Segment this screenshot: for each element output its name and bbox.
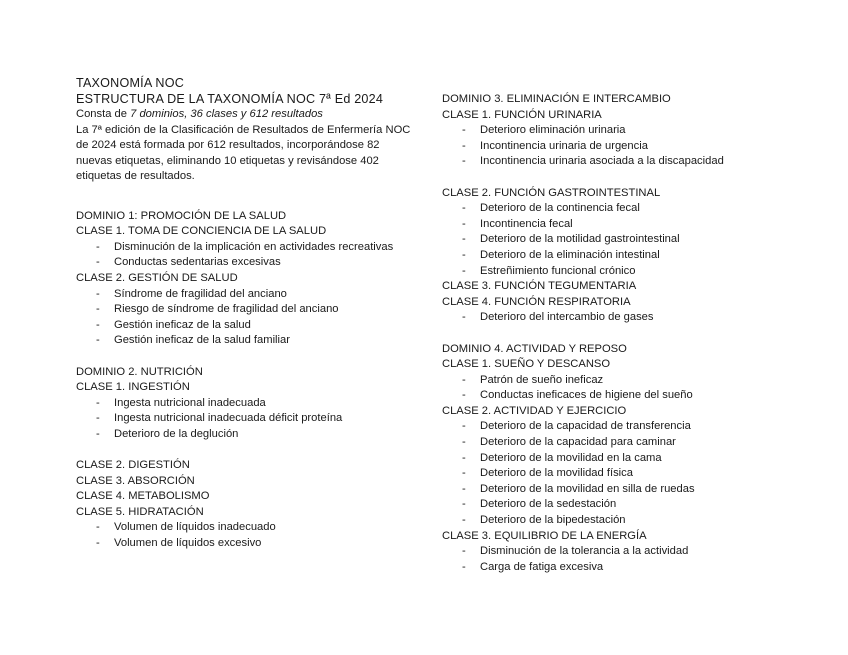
class-heading: CLASE 2. GESTIÓN DE SALUD	[76, 271, 238, 284]
result-label: Deterioro de la continencia fecal	[480, 202, 640, 215]
dash-bullet-icon: -	[96, 303, 100, 316]
dash-bullet-icon: -	[96, 427, 100, 440]
list-item	[442, 419, 782, 435]
list-item	[442, 560, 782, 576]
dash-bullet-icon: -	[96, 287, 100, 300]
class-heading: CLASE 3. FUNCIÓN TEGUMENTARIA	[442, 280, 637, 293]
domain-2-heading: DOMINIO 2. NUTRICIÓN	[76, 365, 203, 378]
spacer	[76, 349, 411, 365]
result-label: Deterioro de la movilidad en silla de ruedas	[480, 482, 695, 495]
dash-bullet-icon: -	[96, 240, 100, 253]
list-item	[76, 240, 404, 256]
domain-3-heading: DOMINIO 3. ELIMINACIÓN E INTERCAMBIO	[442, 93, 671, 105]
result-label: Deterioro de la deglución	[114, 427, 239, 440]
result-label: Deterioro de la eliminación intestinal	[480, 248, 660, 261]
class-heading: CLASE 3. ABSORCIÓN	[76, 474, 195, 487]
list-item	[76, 287, 404, 303]
result-list	[76, 520, 411, 551]
list-item	[442, 232, 782, 248]
dash-bullet-icon: -	[462, 233, 466, 246]
document-subtitle: ESTRUCTURA DE LA TAXONOMÍA NOC 7ª Ed 2024	[76, 92, 384, 106]
result-label: Deterioro de la sedestación	[480, 498, 617, 511]
result-label: Deterioro de la capacidad para caminar	[480, 436, 676, 449]
class-heading: CLASE 2. FUNCIÓN GASTROINTESTINAL	[442, 186, 661, 199]
result-label: Carga de fatiga excesiva	[480, 560, 604, 573]
class-heading: CLASE 3. EQUILIBRIO DE LA ENERGÍA	[442, 529, 647, 542]
list-item	[76, 520, 404, 536]
dash-bullet-icon: -	[96, 256, 100, 269]
dash-bullet-icon: -	[462, 248, 466, 261]
dash-bullet-icon: -	[96, 521, 100, 534]
result-label: Incontinencia urinaria asociada a la discapacidad	[480, 155, 724, 168]
dash-bullet-icon: -	[96, 537, 100, 550]
list-item	[442, 497, 782, 513]
result-list	[76, 396, 411, 443]
summary-prefix: Consta de	[76, 108, 131, 120]
dash-bullet-icon: -	[96, 412, 100, 425]
result-label: Patrón de sueño ineficaz	[480, 373, 604, 386]
domain-4-heading: DOMINIO 4. ACTIVIDAD Y REPOSO	[442, 342, 627, 355]
dash-bullet-icon: -	[96, 396, 100, 409]
result-list	[442, 419, 782, 528]
result-list	[76, 287, 411, 349]
dash-bullet-icon: -	[462, 482, 466, 495]
result-label: Gestión ineficaz de la salud familiar	[114, 334, 290, 347]
result-label: Deterioro de la motilidad gastrointestinal	[480, 233, 680, 246]
document-title: TAXONOMÍA NOC	[76, 76, 185, 90]
dash-bullet-icon: -	[462, 124, 466, 137]
dash-bullet-icon: -	[462, 467, 466, 480]
dash-bullet-icon: -	[462, 373, 466, 386]
dash-bullet-icon: -	[462, 451, 466, 464]
result-label: Conductas ineficaces de higiene del sueño	[480, 389, 693, 402]
dash-bullet-icon: -	[462, 514, 466, 527]
result-label: Riesgo de síndrome de fragilidad del anciano	[114, 303, 339, 316]
dash-bullet-icon: -	[96, 318, 100, 331]
dash-bullet-icon: -	[462, 264, 466, 277]
result-label: Volumen de líquidos inadecuado	[114, 521, 276, 534]
class-heading: CLASE 1. SUEÑO Y DESCANSO	[442, 358, 611, 371]
dash-bullet-icon: -	[462, 311, 466, 324]
list-item	[76, 333, 404, 349]
dash-bullet-icon: -	[462, 202, 466, 215]
list-item	[442, 139, 782, 155]
list-item	[76, 302, 404, 318]
result-list	[442, 373, 782, 404]
class-heading: CLASE 1. TOMA DE CONCIENCIA DE LA SALUD	[76, 225, 327, 238]
result-label: Deterioro del intercambio de gases	[480, 311, 654, 324]
list-item	[442, 201, 782, 217]
result-label: Estreñimiento funcional crónico	[480, 264, 636, 277]
result-label: Incontinencia urinaria de urgencia	[480, 139, 648, 152]
class-heading: CLASE 4. METABOLISMO	[76, 490, 210, 503]
list-item	[442, 435, 782, 451]
list-item	[442, 373, 782, 389]
list-item	[76, 427, 404, 443]
list-item	[76, 318, 404, 334]
result-list	[442, 544, 782, 575]
spacer	[76, 442, 411, 458]
dash-bullet-icon: -	[462, 139, 466, 152]
result-label: Gestión ineficaz de la salud	[114, 318, 251, 331]
result-list	[442, 201, 782, 279]
result-label: Ingesta nutricional inadecuada	[114, 396, 266, 409]
list-item	[442, 482, 782, 498]
result-label: Conductas sedentarias excesivas	[114, 256, 281, 269]
spacer	[442, 170, 782, 186]
class-heading: CLASE 1. INGESTIÓN	[76, 381, 190, 394]
class-heading: CLASE 2. DIGESTIÓN	[76, 459, 190, 472]
list-item	[442, 123, 782, 139]
summary-counts: 7 dominios, 36 clases y 612 resultados	[130, 108, 323, 120]
list-item	[442, 451, 782, 467]
domain-1-heading: DOMINIO 1: PROMOCIÓN DE LA SALUD	[76, 209, 287, 222]
class-heading: CLASE 4. FUNCIÓN RESPIRATORIA	[442, 295, 631, 308]
class-heading: CLASE 2. ACTIVIDAD Y EJERCICIO	[442, 404, 627, 417]
result-label: Ingesta nutricional inadecuada déficit proteína	[114, 412, 343, 425]
result-label: Síndrome de fragilidad del anciano	[114, 287, 287, 300]
intro-paragraph: La 7ª edición de la Clasificación de Resultados de Enfermería NOC de 2024 está formada por 612 resultados, incorporándose 82 nuevas etiquetas, eliminando 10 etiquetas y revisándose 402 etiquetas de resultados.	[76, 123, 411, 183]
right-column	[442, 92, 782, 575]
list-item	[76, 536, 404, 552]
list-item	[442, 154, 782, 170]
list-item	[442, 513, 782, 529]
list-item	[442, 310, 782, 326]
class-heading: CLASE 5. HIDRATACIÓN	[76, 505, 204, 518]
dash-bullet-icon: -	[462, 389, 466, 402]
left-column	[76, 75, 411, 552]
result-list	[76, 240, 411, 271]
summary-line	[76, 107, 411, 123]
dash-bullet-icon: -	[462, 436, 466, 449]
result-label: Deterioro de la movilidad física	[480, 467, 633, 480]
dash-bullet-icon: -	[96, 334, 100, 347]
list-item	[442, 248, 782, 264]
result-label: Deterioro de la movilidad en la cama	[480, 451, 662, 464]
spacer	[76, 185, 411, 201]
result-label: Disminución de la implicación en actividades recreativas	[114, 240, 394, 253]
result-list	[442, 310, 782, 326]
list-item	[76, 396, 404, 412]
list-item	[76, 411, 404, 427]
result-label: Incontinencia fecal	[480, 217, 573, 230]
result-label: Volumen de líquidos excesivo	[114, 537, 262, 550]
dash-bullet-icon: -	[462, 545, 466, 558]
dash-bullet-icon: -	[462, 420, 466, 433]
list-item	[442, 217, 782, 233]
dash-bullet-icon: -	[462, 498, 466, 511]
spacer	[442, 326, 782, 342]
dash-bullet-icon: -	[462, 155, 466, 168]
list-item	[76, 255, 404, 271]
result-label: Deterioro de la capacidad de transferencia	[480, 420, 691, 433]
list-item	[442, 544, 782, 560]
spacer	[76, 201, 411, 209]
list-item	[442, 466, 782, 482]
result-label: Disminución de la tolerancia a la actividad	[480, 545, 689, 558]
result-label: Deterioro eliminación urinaria	[480, 124, 626, 137]
list-item	[442, 388, 782, 404]
result-list	[442, 123, 782, 170]
dash-bullet-icon: -	[462, 560, 466, 573]
dash-bullet-icon: -	[462, 217, 466, 230]
class-heading: CLASE 1. FUNCIÓN URINARIA	[442, 108, 602, 121]
result-label: Deterioro de la bipedestación	[480, 514, 626, 527]
list-item	[442, 264, 782, 280]
